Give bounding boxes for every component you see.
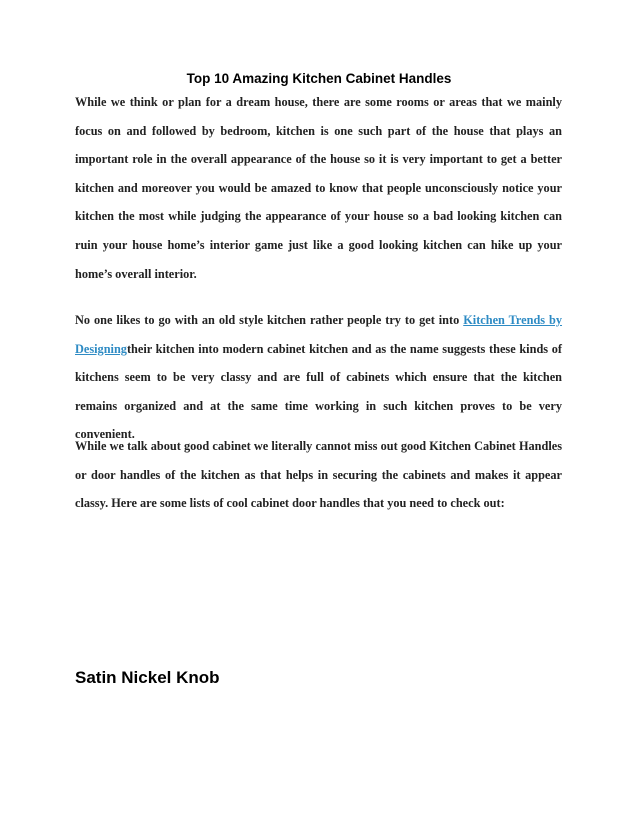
paragraph-text-before-link: No one likes to go with an old style kitchen rather people try to get into [75, 313, 464, 327]
kitchen-trends-link[interactable]: Kitchen Trends by Designing [75, 313, 563, 356]
paragraph-text-after-link: their kitchen into modern cabinet kitchen and as the name suggests these kinds of kitchens seem to be very classy and are full of cabinets which ensure that the kitchen remains organized and at the same time working in such kitchen proves to be very convenient. [75, 341, 562, 442]
paragraph-kitchen-trends [75, 306, 562, 449]
paragraph-cabinet-handles: While we talk about good cabinet we literally cannot miss out good Kitchen Cabinet Handles or door handles of the kitchen as that helps in securing the cabinets and makes it appear classy. Here are some lists of cool cabinet door handles that you need to check out: [75, 439, 562, 511]
section-heading: Satin Nickel Knob [75, 668, 220, 687]
document-title: Top 10 Amazing Kitchen Cabinet Handles [186, 71, 452, 86]
paragraph-intro: While we think or plan for a dream house, there are some rooms or areas that we mainly focus on and followed by bedroom, kitchen is one such part of the house that plays an important role in the overall appearance of the house so it is very important to get a better kitchen and moreover you would be amazed to know that people unconsciously notice your kitchen the most while judging the appearance of your house so a bad looking kitchen can ruin your house home’s interior game just like a good looking kitchen can hike up your home’s overall interior. [75, 95, 562, 281]
